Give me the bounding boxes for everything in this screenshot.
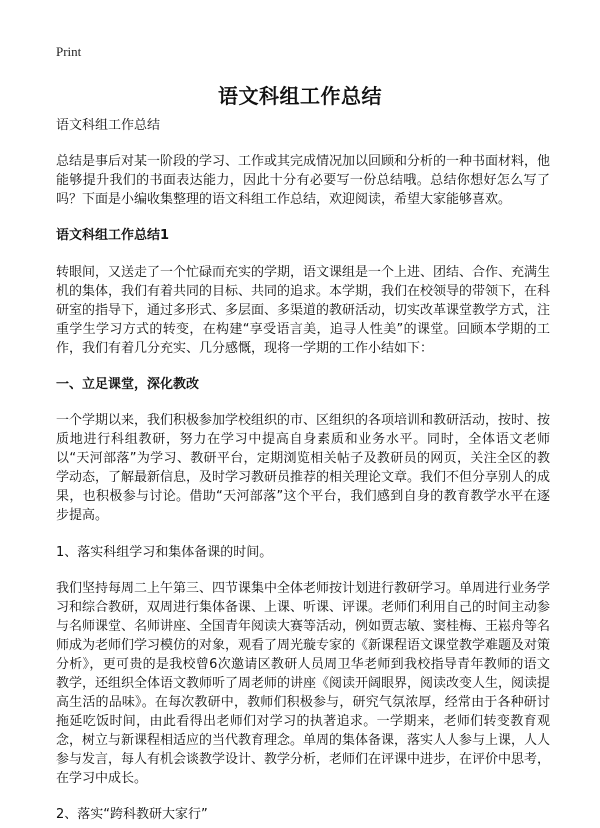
print-link[interactable]: Print — [56, 44, 82, 59]
subheading-one: 1、落实科组学习和集体备课的时间。 — [56, 545, 273, 560]
subheading-two: 2、落实“跨科教研大家行” — [56, 807, 208, 822]
document-subtitle: 语文科组工作总结 — [56, 118, 161, 133]
intro-paragraph: 总结是事后对某一阶段的学习、工作或其完成情况加以回顾和分析的一种书面材料，他能够提升我们的书面表达能力，因此十分有必要写一份总结哦。总结你想好怎么写了吗？下面是小编收集整理的语文科组工作总结，欢迎阅读，希望大家能够喜欢。 — [56, 154, 551, 207]
section-heading: 语文科组工作总结1 — [56, 228, 170, 243]
body-paragraph-2: 一个学期以来，我们积极参加学校组织的市、区组织的各项培训和教研活动，按时、按质地进行科组教研，努力在学习中提高自身素质和业务水平。同时，全体语文老师以“天河部落”为学习、教研平台，定期浏览相关帖子及教研员的网页，关注全区的教学动态，了解最新信息，及时学习教研员推荐的相关理论文章。我们不但分享别人的成果，也积极参与讨论。借助“天河部落”这个平台，我们感到自身的教育教学水平在逐步提高。 — [56, 413, 551, 523]
document-body — [56, 116, 550, 824]
body-paragraph-1: 转眼间，又送走了一个忙碌而充实的学期，语文课组是一个上进、团结、合作、充满生机的集体，我们有着共同的目标、共同的追求。本学期，我们在校领导的带领下，在科研室的指导下，通过多形式、多层面、多渠道的教研活动，切实改革课堂教学方式，注重学生学习方式的转变，在构建“享受语言美，追寻人性美”的课堂。回顾本学期的工作，我们有着几分充实、几分感慨，现将一学期的工作小结如下： — [56, 265, 551, 356]
heading-one: 一、立足课堂，深化教改 — [56, 377, 200, 392]
body-paragraph-3: 我们坚持每周二上午第三、四节课集中全体老师按计划进行教研学习。单周进行业务学习和综合教研，双周进行集体备课、上课、听课、评课。老师们利用自己的时间主动参与名师课堂、名师讲座、全国青年阅读大赛等活动，例如贾志敏、窦桂梅、王崧舟等名师成为老师们学习模仿的对象，观看了周光璇专家的《新课程语文课堂教学难题及对策分析》，更可贵的是我校曾6次邀请区教研人员周卫华老师到我校指导青年教师的语文教学，还组织全体语文教师听了周老师的讲座《阅读开阔眼界，阅读改变人生，阅读提高生活的品味》。在每次教研中，教师们积极参与，研究气氛浓厚，经常由于各种研讨拖延吃饭时间，由此看得出老师们对学习的执著追求。一学期来，老师们转变教育观念，树立与新课程相适应的当代教育理念。单周的集体备课，落实人人参与上课，人人参与发言，每人有机会谈教学设计、教学分析，老师们在评课中进步，在评价中思考，在学习中成长。 — [56, 581, 551, 786]
page-title: 语文科组工作总结 — [218, 84, 382, 108]
